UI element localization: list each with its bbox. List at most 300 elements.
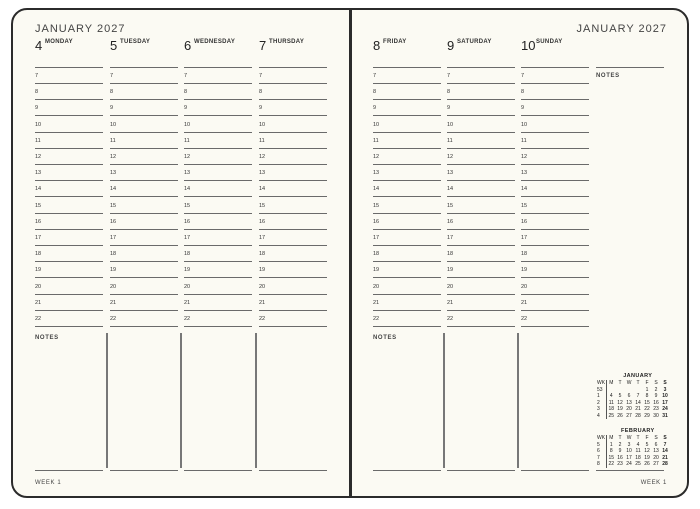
hour-line[interactable] — [110, 294, 178, 295]
day-column — [110, 10, 178, 480]
hour-label: 19 — [259, 267, 266, 274]
hour-line[interactable] — [259, 148, 327, 149]
notes-label-bottom: NOTES — [373, 335, 397, 341]
day-name: TUESDAY — [120, 39, 151, 45]
notes-bottom-line — [35, 470, 103, 471]
hour-line[interactable] — [259, 326, 327, 327]
hour-line[interactable] — [184, 180, 252, 181]
hour-line[interactable] — [259, 115, 327, 116]
hour-label: 11 — [373, 137, 379, 144]
hour-label: 7 — [110, 73, 114, 79]
hour-line — [521, 67, 589, 68]
hour-label: 14 — [447, 186, 454, 193]
week-number: 1 — [596, 393, 607, 400]
hour-line[interactable] — [373, 294, 441, 295]
day-cell: T — [618, 435, 622, 441]
hour-label: 20 — [35, 283, 42, 290]
day-cell: 14 — [635, 399, 641, 406]
hour-line[interactable] — [521, 277, 589, 278]
day-cell: 27 — [653, 461, 659, 467]
day-cell: 9 — [654, 393, 658, 399]
day-cell: 25 — [635, 461, 641, 467]
hour-label: 15 — [259, 202, 266, 209]
hour-line[interactable] — [110, 261, 178, 262]
day-cell: 6 — [627, 393, 631, 399]
day-cell: 1 — [645, 386, 649, 393]
hour-line[interactable] — [35, 132, 103, 133]
day-name: FRIDAY — [383, 39, 407, 45]
day-cell: 18 — [635, 454, 641, 461]
day-cell: 16 — [617, 454, 623, 461]
hour-label: 20 — [259, 283, 266, 290]
hour-line[interactable] — [373, 196, 441, 197]
hour-line[interactable] — [35, 326, 103, 327]
day-cell: 4 — [609, 393, 613, 399]
hour-line[interactable] — [521, 326, 589, 327]
hour-line[interactable] — [110, 132, 178, 133]
hour-label: 18 — [110, 251, 117, 258]
hour-line[interactable] — [110, 180, 178, 181]
week-number: 5 — [596, 442, 607, 449]
day-cell: 2 — [654, 386, 658, 393]
day-cell: 19 — [644, 454, 650, 461]
hour-label: 12 — [110, 154, 117, 160]
hour-line[interactable] — [373, 229, 441, 230]
day-cell: 21 — [662, 454, 668, 461]
day-cell: 6 — [654, 441, 658, 448]
day-cell: 25 — [608, 412, 615, 419]
notes-divider — [517, 333, 519, 468]
hour-label: 14 — [521, 186, 528, 193]
hour-line[interactable] — [259, 277, 327, 278]
day-cell: 17 — [626, 454, 632, 461]
hour-line[interactable] — [521, 99, 589, 100]
day-cell: M — [609, 380, 614, 386]
hour-line[interactable] — [259, 213, 327, 214]
hour-label: 20 — [110, 283, 117, 290]
day-cell: 28 — [635, 412, 641, 419]
day-cell: T — [636, 435, 640, 441]
hour-line[interactable] — [259, 99, 327, 100]
notes-top-line — [596, 67, 664, 68]
hour-line[interactable] — [373, 261, 441, 262]
hour-line — [35, 67, 103, 68]
hour-line[interactable] — [521, 245, 589, 246]
hour-line[interactable] — [373, 132, 441, 133]
hour-line[interactable] — [110, 148, 178, 149]
hour-label: 21 — [184, 299, 191, 306]
hour-label: 13 — [35, 170, 42, 177]
hour-label: 21 — [521, 299, 528, 306]
hour-label: 18 — [373, 251, 380, 258]
hour-label: 19 — [521, 267, 528, 274]
hour-line[interactable] — [35, 294, 103, 295]
hour-label: 17 — [373, 235, 380, 241]
hour-label: 20 — [373, 283, 380, 290]
hour-label: 18 — [447, 251, 454, 258]
hour-line[interactable] — [447, 148, 515, 149]
day-cell: 23 — [653, 406, 659, 412]
hour-line — [184, 67, 252, 68]
notes-bottom-line — [373, 470, 441, 471]
notes-bottom-line — [184, 470, 252, 471]
hour-label: 22 — [521, 316, 528, 322]
notes-bottom-line — [521, 470, 589, 471]
day-cell: W — [626, 435, 632, 441]
hour-line[interactable] — [110, 229, 178, 230]
day-number: 8 — [373, 38, 381, 53]
hour-label: 12 — [521, 154, 528, 160]
day-cell: S — [654, 380, 658, 386]
hour-label: 10 — [259, 121, 266, 128]
day-column — [184, 10, 252, 480]
hour-line[interactable] — [184, 83, 252, 84]
hour-label: 17 — [184, 235, 191, 241]
week-number: 8 — [596, 461, 607, 468]
hour-label: 7 — [447, 73, 451, 79]
hour-line[interactable] — [447, 83, 515, 84]
hour-line[interactable] — [521, 132, 589, 133]
week-number: WK — [597, 435, 606, 441]
hour-label: 19 — [184, 267, 191, 274]
hour-label: 8 — [259, 89, 263, 96]
hour-label: 16 — [447, 218, 454, 225]
hour-line[interactable] — [184, 229, 252, 230]
day-cell: 31 — [662, 412, 668, 419]
hour-line[interactable] — [184, 132, 252, 133]
day-cell: 19 — [617, 406, 623, 412]
hour-line[interactable] — [447, 115, 515, 116]
hour-line[interactable] — [447, 326, 515, 327]
hour-label: 15 — [447, 202, 454, 209]
hour-line[interactable] — [184, 164, 252, 165]
hour-label: 8 — [521, 89, 525, 96]
day-cell: 21 — [635, 406, 641, 412]
hour-line[interactable] — [259, 164, 327, 165]
hour-label: 19 — [373, 267, 380, 274]
hour-label: 12 — [373, 154, 380, 160]
hour-line[interactable] — [184, 213, 252, 214]
hour-label: 22 — [110, 316, 117, 322]
hour-line[interactable] — [521, 229, 589, 230]
day-number: 5 — [110, 38, 118, 53]
hour-line[interactable] — [110, 164, 178, 165]
hour-line[interactable] — [447, 164, 515, 165]
day-cell: 13 — [653, 448, 659, 454]
hour-line — [110, 67, 178, 68]
hour-label: 9 — [110, 105, 114, 112]
day-cell: 3 — [663, 386, 667, 393]
hour-line[interactable] — [259, 294, 327, 295]
hour-line[interactable] — [373, 245, 441, 246]
week-number: WK — [597, 380, 606, 386]
hour-label: 7 — [373, 73, 377, 79]
day-cell: 4 — [636, 441, 640, 448]
hour-line[interactable] — [35, 213, 103, 214]
hour-line[interactable] — [35, 261, 103, 262]
day-column — [259, 10, 327, 480]
hour-label: 19 — [35, 267, 42, 274]
week-number: 7 — [596, 455, 607, 462]
hour-line[interactable] — [35, 310, 103, 311]
day-cell: 24 — [626, 461, 632, 467]
notes-bottom-line — [259, 470, 327, 471]
hour-line[interactable] — [184, 310, 252, 311]
hour-label: 16 — [373, 218, 380, 225]
day-cell: 26 — [644, 461, 650, 467]
hour-line[interactable] — [184, 196, 252, 197]
day-cell: T — [618, 380, 622, 386]
hour-line[interactable] — [184, 99, 252, 100]
hour-label: 20 — [184, 283, 191, 290]
hour-label: 10 — [110, 121, 117, 128]
hour-line[interactable] — [110, 115, 178, 116]
day-cell: T — [636, 380, 640, 386]
day-cell: 10 — [626, 448, 632, 454]
day-cell: S — [654, 435, 658, 441]
hour-line[interactable] — [35, 245, 103, 246]
hour-line[interactable] — [447, 245, 515, 246]
hour-line[interactable] — [184, 261, 252, 262]
month-title: JANUARY 2027 — [35, 23, 126, 35]
day-cell: 2 — [618, 441, 622, 448]
month-title-right: JANUARY 2027 — [576, 23, 667, 35]
hour-line[interactable] — [184, 148, 252, 149]
day-cell: 8 — [645, 393, 649, 399]
hour-line[interactable] — [373, 326, 441, 327]
hour-line[interactable] — [521, 294, 589, 295]
hour-line[interactable] — [35, 164, 103, 165]
hour-line[interactable] — [259, 132, 327, 133]
hour-line[interactable] — [521, 310, 589, 311]
hour-label: 11 — [521, 137, 527, 144]
hour-line[interactable] — [521, 148, 589, 149]
hour-line[interactable] — [35, 229, 103, 230]
week-number: 6 — [596, 448, 607, 455]
hour-label: 11 — [35, 137, 41, 144]
day-cell: 9 — [618, 448, 622, 454]
hour-line[interactable] — [259, 196, 327, 197]
day-cell: 3 — [627, 441, 631, 448]
hour-line[interactable] — [373, 310, 441, 311]
hour-label: 10 — [35, 121, 42, 128]
hour-label: 17 — [35, 235, 42, 241]
day-cell: 7 — [636, 393, 640, 399]
notes-divider — [180, 333, 182, 468]
hour-label: 11 — [259, 137, 265, 144]
hour-line[interactable] — [110, 196, 178, 197]
day-cell: F — [645, 435, 649, 441]
hour-line[interactable] — [35, 277, 103, 278]
day-column — [521, 10, 589, 480]
hour-line[interactable] — [35, 196, 103, 197]
week-number: 53 — [596, 387, 607, 394]
mini-calendar-february — [596, 426, 670, 468]
mini-calendar-week — [596, 461, 670, 468]
day-number: 9 — [447, 38, 455, 53]
hour-label: 15 — [110, 202, 117, 209]
hour-label: 17 — [521, 235, 528, 241]
day-number: 10 — [521, 38, 536, 53]
hour-label: 7 — [35, 73, 39, 79]
hour-line[interactable] — [110, 245, 178, 246]
hour-label: 17 — [259, 235, 266, 241]
day-cell: 11 — [608, 399, 614, 406]
hour-label: 13 — [184, 170, 191, 177]
day-name: WEDNESDAY — [194, 39, 236, 45]
hour-label: 14 — [35, 186, 42, 193]
left-page — [11, 8, 351, 498]
hour-line[interactable] — [373, 213, 441, 214]
hour-line[interactable] — [521, 83, 589, 84]
hour-line[interactable] — [259, 83, 327, 84]
notes-bottom-line — [447, 470, 515, 471]
hour-line[interactable] — [373, 83, 441, 84]
hour-label: 21 — [35, 299, 42, 306]
hour-label: 9 — [447, 105, 451, 112]
mini-calendar-title: FEBRUARY — [621, 428, 655, 434]
hour-label: 18 — [184, 251, 191, 258]
hour-label: 10 — [373, 121, 380, 128]
day-cell: S — [663, 435, 667, 441]
day-cell: M — [609, 435, 614, 441]
hour-line[interactable] — [35, 148, 103, 149]
hour-label: 16 — [35, 218, 42, 225]
week-number: 2 — [596, 400, 607, 407]
hour-label: 7 — [184, 73, 188, 79]
day-column — [373, 10, 441, 480]
hour-line[interactable] — [259, 229, 327, 230]
day-cell: 8 — [609, 448, 613, 454]
hour-line[interactable] — [521, 261, 589, 262]
hour-line[interactable] — [259, 245, 327, 246]
mini-calendar-january — [596, 371, 670, 419]
hour-line[interactable] — [447, 261, 515, 262]
day-cell: 26 — [617, 412, 623, 419]
hour-label: 21 — [259, 299, 266, 306]
hour-line[interactable] — [110, 326, 178, 327]
hour-line[interactable] — [184, 277, 252, 278]
day-cell: 5 — [618, 393, 622, 399]
hour-label: 13 — [110, 170, 117, 177]
hour-line[interactable] — [447, 294, 515, 295]
hour-line[interactable] — [373, 148, 441, 149]
hour-line[interactable] — [184, 326, 252, 327]
hour-label: 15 — [373, 202, 380, 209]
day-cell: 20 — [653, 454, 659, 461]
hour-line[interactable] — [259, 310, 327, 311]
hour-line[interactable] — [521, 164, 589, 165]
hour-label: 17 — [447, 235, 454, 241]
hour-line[interactable] — [110, 277, 178, 278]
hour-line[interactable] — [184, 115, 252, 116]
mini-calendar-title: JANUARY — [623, 373, 653, 379]
hour-label: 20 — [521, 283, 528, 290]
hour-line[interactable] — [373, 99, 441, 100]
hour-label: 7 — [259, 73, 263, 79]
hour-line[interactable] — [35, 83, 103, 84]
hour-line[interactable] — [110, 310, 178, 311]
hour-line[interactable] — [521, 115, 589, 116]
week-number: 4 — [596, 413, 607, 420]
hour-line[interactable] — [521, 180, 589, 181]
hour-line[interactable] — [447, 196, 515, 197]
hour-line[interactable] — [35, 180, 103, 181]
hour-label: 11 — [184, 137, 190, 144]
hour-line[interactable] — [259, 261, 327, 262]
day-name: MONDAY — [45, 39, 73, 45]
hour-line[interactable] — [447, 132, 515, 133]
hour-label: 21 — [373, 299, 380, 306]
day-cell: 16 — [653, 399, 659, 406]
day-cell: 18 — [608, 406, 615, 412]
hour-line[interactable] — [447, 310, 515, 311]
day-cell: 28 — [662, 461, 668, 467]
hour-line[interactable] — [373, 115, 441, 116]
notes-divider — [443, 333, 445, 468]
hour-line[interactable] — [521, 213, 589, 214]
day-cell: 17 — [662, 399, 668, 406]
hour-line[interactable] — [110, 83, 178, 84]
hour-line[interactable] — [184, 294, 252, 295]
hour-label: 8 — [35, 89, 39, 96]
hour-line — [447, 67, 515, 68]
notes-bottom-line — [596, 470, 664, 471]
hour-label: 19 — [447, 267, 454, 274]
hour-label: 18 — [259, 251, 266, 258]
hour-label: 21 — [110, 299, 117, 306]
hour-label: 22 — [373, 316, 380, 322]
hour-label: 18 — [521, 251, 528, 258]
hour-line — [259, 67, 327, 68]
hour-line[interactable] — [447, 229, 515, 230]
hour-label: 8 — [110, 89, 114, 96]
hour-line[interactable] — [110, 213, 178, 214]
hour-line[interactable] — [373, 164, 441, 165]
hour-label: 16 — [110, 218, 117, 225]
hour-line[interactable] — [35, 99, 103, 100]
day-cell: 7 — [663, 441, 667, 448]
hour-line[interactable] — [110, 99, 178, 100]
hour-line[interactable] — [184, 245, 252, 246]
day-number: 4 — [35, 38, 43, 53]
hour-line[interactable] — [447, 213, 515, 214]
hour-line[interactable] — [35, 115, 103, 116]
hour-label: 9 — [35, 105, 39, 112]
hour-label: 8 — [184, 89, 188, 96]
hour-label: 7 — [521, 73, 525, 79]
hour-label: 22 — [447, 316, 454, 322]
hour-label: 10 — [521, 121, 528, 128]
hour-line[interactable] — [447, 277, 515, 278]
day-number: 7 — [259, 38, 267, 53]
hour-line[interactable] — [373, 277, 441, 278]
hour-line[interactable] — [259, 180, 327, 181]
hour-line[interactable] — [447, 99, 515, 100]
hour-label: 8 — [373, 89, 377, 96]
day-cell: 22 — [608, 461, 615, 467]
hour-label: 11 — [447, 137, 453, 144]
hour-label: 16 — [521, 218, 528, 225]
hour-label: 14 — [259, 186, 266, 193]
hour-label: 12 — [447, 154, 454, 160]
hour-line[interactable] — [447, 180, 515, 181]
hour-line[interactable] — [521, 196, 589, 197]
hour-label: 10 — [447, 121, 454, 128]
hour-line[interactable] — [373, 180, 441, 181]
day-cell: 5 — [645, 441, 649, 448]
day-cell: 20 — [626, 406, 632, 412]
